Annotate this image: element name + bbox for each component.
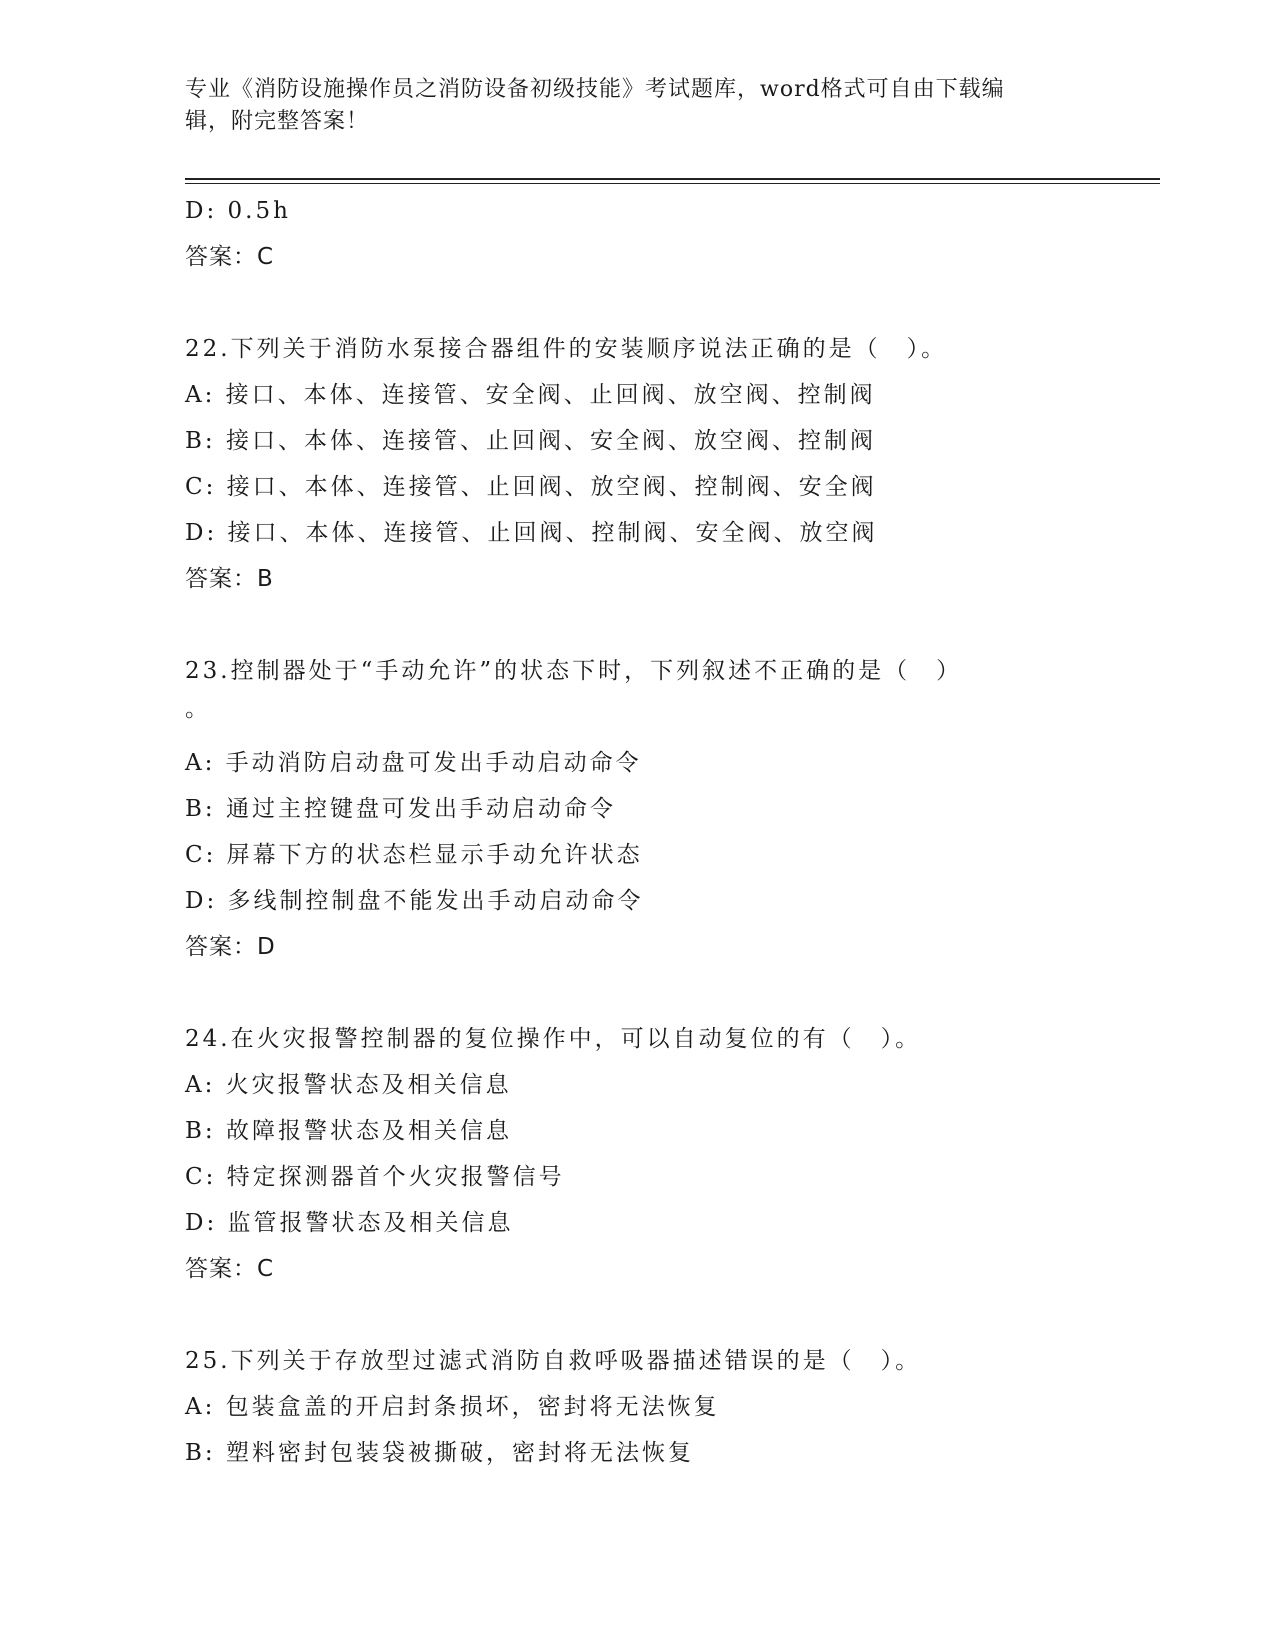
question-22-option-c: C: 接口、本体、连接管、止回阀、放空阀、控制阀、安全阀 [185, 474, 877, 500]
question-24-option-b: B: 故障报警状态及相关信息 [185, 1118, 512, 1144]
question-25-stem: 25.下列关于存放型过滤式消防自救呼吸器描述错误的是（ ）。 [185, 1348, 922, 1374]
question-22-option-a: A: 接口、本体、连接管、安全阀、止回阀、放空阀、控制阀 [185, 382, 876, 408]
question-24-answer: 答案：C [185, 1256, 275, 1282]
question-23-option-a: A: 手动消防启动盘可发出手动启动命令 [185, 750, 642, 776]
question-22-stem: 22.下列关于消防水泵接合器组件的安装顺序说法正确的是（ ）。 [185, 336, 948, 362]
question-22-option-d: D: 接口、本体、连接管、止回阀、控制阀、安全阀、放空阀 [185, 520, 878, 546]
spacer [185, 602, 1145, 648]
prev-answer: 答案：C [185, 244, 275, 270]
question-23-stem: 23.控制器处于“手动允许”的状态下时，下列叙述不正确的是（ ） [185, 658, 963, 684]
question-22-option-b: B: 接口、本体、连接管、止回阀、安全阀、放空阀、控制阀 [185, 428, 876, 454]
question-23-answer: 答案：D [185, 934, 276, 960]
header-rule-thin [185, 183, 1160, 184]
question-content [185, 188, 1145, 1476]
question-25-option-b: B: 塑料密封包装袋被撕破，密封将无法恢复 [185, 1440, 694, 1466]
question-23-stem-tail: 。 [185, 696, 208, 722]
question-24-option-d: D: 监管报警状态及相关信息 [185, 1210, 514, 1236]
document-header [185, 74, 1085, 138]
prev-option-d: D: 0.5h [185, 198, 291, 224]
question-24-option-c: C: 特定探测器首个火灾报警信号 [185, 1164, 565, 1190]
question-25-option-a: A: 包装盒盖的开启封条损坏，密封将无法恢复 [185, 1394, 720, 1420]
spacer [185, 1292, 1145, 1338]
question-24-option-a: A: 火灾报警状态及相关信息 [185, 1072, 512, 1098]
spacer [185, 280, 1145, 326]
question-23-option-c: C: 屏幕下方的状态栏显示手动允许状态 [185, 842, 643, 868]
question-22-answer: 答案：B [185, 566, 274, 592]
question-24-stem: 24.在火灾报警控制器的复位操作中，可以自动复位的有（ ）。 [185, 1026, 922, 1052]
header-line-1: 专业《消防设施操作员之消防设备初级技能》考试题库，word格式可自由下载编 [185, 77, 1005, 102]
header-rule-thick [185, 178, 1160, 180]
question-23-option-b: B: 通过主控键盘可发出手动启动命令 [185, 796, 616, 822]
question-23-option-d: D: 多线制控制盘不能发出手动启动命令 [185, 888, 644, 914]
header-line-2: 辑，附完整答案！ [185, 109, 370, 134]
spacer [185, 970, 1145, 1016]
